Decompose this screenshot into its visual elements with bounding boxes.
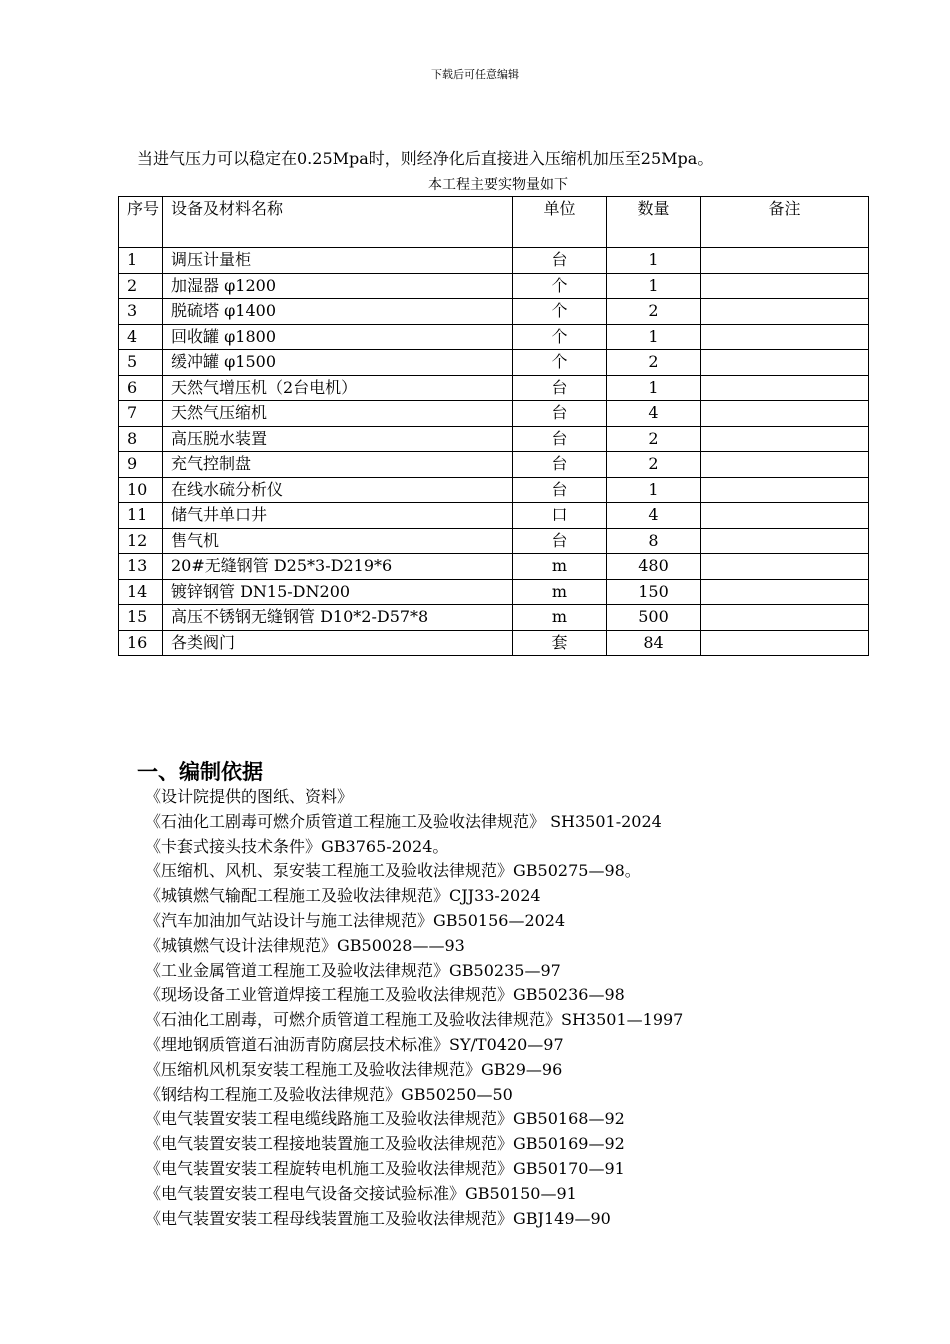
cell-qty: 1 (607, 248, 701, 274)
cell-remark (701, 630, 869, 656)
cell-unit: 台 (513, 248, 607, 274)
cell-qty: 150 (607, 579, 701, 605)
table-row (119, 375, 869, 401)
reference-item: 《城镇燃气输配工程施工及验收法律规范》CJJ33-2024 (145, 886, 541, 906)
cell-name: 调压计量柜 (163, 248, 513, 274)
reference-item: 《电气装置安装工程电缆线路施工及验收法律规范》GB50168—92 (145, 1109, 625, 1129)
reference-item: 《汽车加油加气站设计与施工法律规范》GB50156—2024 (145, 910, 566, 930)
reference-item: 《石油化工剧毒，可燃介质管道工程施工及验收法律规范》SH3501—1997 (145, 1010, 684, 1030)
table-row (119, 554, 869, 580)
cell-unit: 台 (513, 401, 607, 427)
cell-remark (701, 477, 869, 503)
cell-qty: 2 (607, 350, 701, 376)
cell-name: 20#无缝钢管 D25*3-D219*6 (163, 554, 513, 580)
cell-qty: 4 (607, 503, 701, 529)
reference-item: 《设计院提供的图纸、资料》 (145, 787, 354, 806)
cell-unit: 台 (513, 477, 607, 503)
cell-name: 各类阀门 (163, 630, 513, 656)
table-row (119, 273, 869, 299)
cell-remark (701, 375, 869, 401)
header-no: 序号 (119, 197, 163, 248)
reference-item: 《钢结构工程施工及验收法律规范》GB50250—50 (145, 1084, 513, 1104)
table-row (119, 426, 869, 452)
cell-remark (701, 554, 869, 580)
table-row (119, 528, 869, 554)
cell-unit: 台 (513, 452, 607, 478)
reference-item: 《电气装置安装工程接地装置施工及验收法律规范》GB50169—92 (145, 1134, 625, 1154)
cell-qty: 4 (607, 401, 701, 427)
cell-unit: 个 (513, 299, 607, 325)
intro-paragraph: 当进气压力可以稳定在0.25Mpa时，则经净化后直接进入压缩机加压至25Mpa。 (137, 149, 714, 168)
reference-item: 《工业金属管道工程施工及验收法律规范》GB50235—97 (145, 960, 561, 980)
cell-remark (701, 273, 869, 299)
cell-qty: 1 (607, 375, 701, 401)
cell-name: 脱硫塔 φ1400 (163, 299, 513, 325)
cell-unit: 个 (513, 324, 607, 350)
cell-unit: 台 (513, 426, 607, 452)
table-row (119, 350, 869, 376)
cell-name: 加湿器 φ1200 (163, 273, 513, 299)
reference-item: 《现场设备工业管道焊接工程施工及验收法律规范》GB50236—98 (145, 985, 625, 1005)
cell-unit: 台 (513, 375, 607, 401)
cell-unit: 口 (513, 503, 607, 529)
table-row (119, 299, 869, 325)
header-name: 设备及材料名称 (163, 197, 513, 248)
cell-name: 售气机 (163, 528, 513, 554)
cell-name: 天然气增压机（2台电机） (163, 375, 513, 401)
cell-remark (701, 579, 869, 605)
table-header-row (119, 197, 869, 248)
cell-unit: 套 (513, 630, 607, 656)
table-row (119, 401, 869, 427)
cell-remark (701, 299, 869, 325)
cell-qty: 1 (607, 273, 701, 299)
cell-remark (701, 350, 869, 376)
cell-unit: 台 (513, 528, 607, 554)
cell-no: 15 (119, 605, 163, 631)
cell-unit: 个 (513, 350, 607, 376)
section-title: 一、编制依据 (137, 760, 263, 784)
cell-name: 高压不锈钢无缝钢管 D10*2-D57*8 (163, 605, 513, 631)
header-remark: 备注 (701, 197, 869, 248)
cell-remark (701, 503, 869, 529)
cell-qty: 8 (607, 528, 701, 554)
cell-no: 2 (119, 273, 163, 299)
references-list (145, 785, 683, 1231)
header-qty: 数量 (607, 197, 701, 248)
cell-remark (701, 426, 869, 452)
reference-item: 《城镇燃气设计法律规范》GB50028——93 (145, 935, 465, 955)
cell-no: 7 (119, 401, 163, 427)
table-caption: 本工程主要实物量如下 (428, 177, 568, 193)
cell-qty: 84 (607, 630, 701, 656)
reference-item: 《压缩机风机泵安装工程施工及验收法律规范》GB29—96 (145, 1059, 563, 1079)
table-row (119, 605, 869, 631)
cell-remark (701, 605, 869, 631)
cell-qty: 500 (607, 605, 701, 631)
cell-remark (701, 528, 869, 554)
cell-name: 缓冲罐 φ1500 (163, 350, 513, 376)
materials-table (118, 196, 869, 656)
cell-unit: m (513, 605, 607, 631)
table-row (119, 579, 869, 605)
cell-no: 8 (119, 426, 163, 452)
cell-no: 16 (119, 630, 163, 656)
cell-name: 镀锌钢管 DN15-DN200 (163, 579, 513, 605)
table-row (119, 630, 869, 656)
cell-name: 充气控制盘 (163, 452, 513, 478)
cell-name: 在线水硫分析仪 (163, 477, 513, 503)
reference-item: 《电气装置安装工程母线装置施工及验收法律规范》GBJ149—90 (145, 1208, 611, 1228)
reference-item: 《卡套式接头技术条件》GB3765-2024。 (145, 836, 449, 856)
cell-unit: m (513, 554, 607, 580)
reference-item: 《电气装置安装工程旋转电机施工及验收法律规范》GB50170—91 (145, 1158, 625, 1178)
cell-name: 高压脱水装置 (163, 426, 513, 452)
cell-unit: m (513, 579, 607, 605)
cell-no: 4 (119, 324, 163, 350)
reference-item: 《压缩机、风机、泵安装工程施工及验收法律规范》GB50275—98。 (145, 861, 641, 881)
cell-name: 回收罐 φ1800 (163, 324, 513, 350)
table-row (119, 503, 869, 529)
cell-qty: 2 (607, 452, 701, 478)
table-row (119, 452, 869, 478)
cell-qty: 2 (607, 299, 701, 325)
cell-remark (701, 452, 869, 478)
cell-no: 1 (119, 248, 163, 274)
reference-item: 《电气装置安装工程电气设备交接试验标准》GB50150—91 (145, 1183, 577, 1203)
cell-no: 11 (119, 503, 163, 529)
cell-remark (701, 401, 869, 427)
cell-qty: 1 (607, 477, 701, 503)
cell-name: 天然气压缩机 (163, 401, 513, 427)
reference-item: 《埋地钢质管道石油沥青防腐层技术标准》SY/T0420—97 (145, 1034, 564, 1054)
cell-no: 10 (119, 477, 163, 503)
table-row (119, 477, 869, 503)
cell-qty: 1 (607, 324, 701, 350)
cell-remark (701, 324, 869, 350)
cell-remark (701, 248, 869, 274)
table-row (119, 248, 869, 274)
cell-qty: 480 (607, 554, 701, 580)
cell-no: 12 (119, 528, 163, 554)
cell-qty: 2 (607, 426, 701, 452)
cell-no: 3 (119, 299, 163, 325)
table-row (119, 324, 869, 350)
cell-no: 13 (119, 554, 163, 580)
cell-name: 储气井单口井 (163, 503, 513, 529)
cell-unit: 个 (513, 273, 607, 299)
cell-no: 14 (119, 579, 163, 605)
cell-no: 5 (119, 350, 163, 376)
cell-no: 9 (119, 452, 163, 478)
cell-no: 6 (119, 375, 163, 401)
header-note: 下载后可任意编辑 (431, 68, 519, 81)
header-unit: 单位 (513, 197, 607, 248)
reference-item: 《石油化工剧毒可燃介质管道工程施工及验收法律规范》 SH3501-2024 (145, 811, 662, 831)
